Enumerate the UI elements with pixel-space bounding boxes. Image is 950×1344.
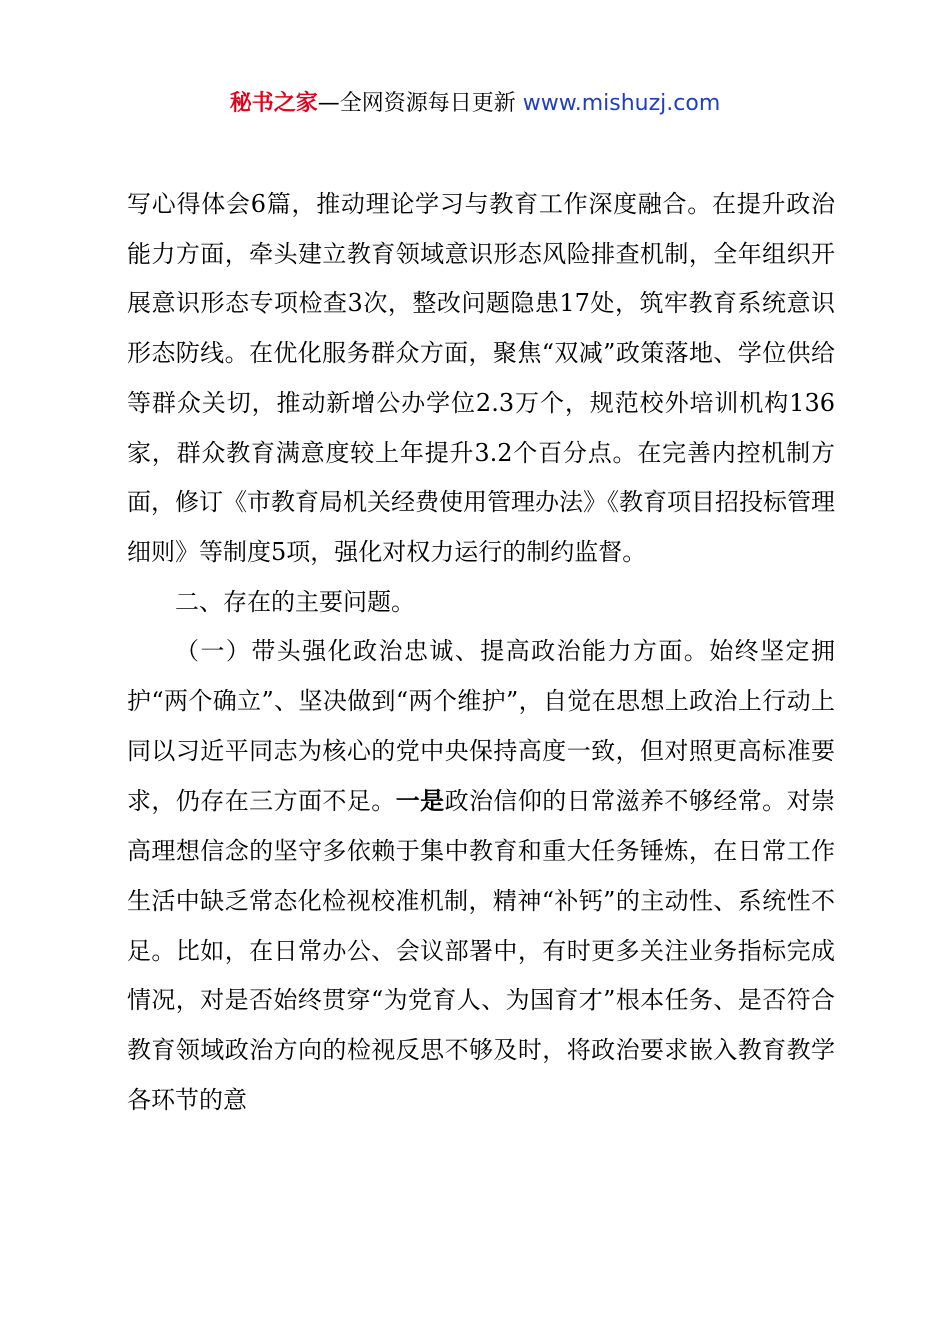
header-brand: 秘书之家 [229, 91, 318, 116]
paragraph-rest-text: 政治信仰的日常滋养不够经常。对崇高理想信念的坚守多依赖于集中教育和重大任务锤炼，在日常工作生活中缺乏常态化检视校准机制，精神“补钙”的主动性、系统性不足。比如，在日常办公、会议部署中，有时更多关注业务指标完成情况，对是否始终贯穿“为党育人、为国育才”根本任务、是否符合教育领域政治方向的检视反思不够及时，将政治要求嵌入教育教学各环节的意 [127, 787, 836, 1114]
document-body [127, 180, 835, 1125]
section-heading-problems: 二、存在的主要问题。 [175, 587, 415, 616]
header-tagline: —全网资源每日更新 [317, 91, 523, 116]
paragraph-achievements: 写心得体会6篇，推动理论学习与教育工作深度融合。在提升政治能力方面，牵头建立教育领域意识形态风险排查机制，全年组织开展意识形态专项检查3次，整改问题隐患17处，筑牢教育系统意识形态防线。在优化服务群众方面，聚焦“双减”政策落地、学位供给等群众关切，推动新增公办学位2.3万个，规范校外培训机构136家，群众教育满意度较上年提升3.2个百分点。在完善内控机制方面，修订《市教育局机关经费使用管理办法》《教育项目招投标管理细则》等制度5项，强化对权力运行的制约监督。 [127, 190, 835, 566]
header-url-link[interactable]: www.mishuzj.com [522, 91, 721, 116]
paragraph-bold-marker: 一是 [395, 786, 445, 816]
paragraph-lead-text: （一）带头强化政治忠诚、提高政治能力方面。始终坚定拥护“两个确立”、坚决做到“两个维护”，自觉在思想上政治上行动上同以习近平同志为核心的党中央保持高度一致，但对照更高标准要求，仍存在三方面不足。 [127, 637, 835, 816]
page-header [0, 86, 950, 122]
paragraph-political-loyalty [127, 627, 835, 1125]
